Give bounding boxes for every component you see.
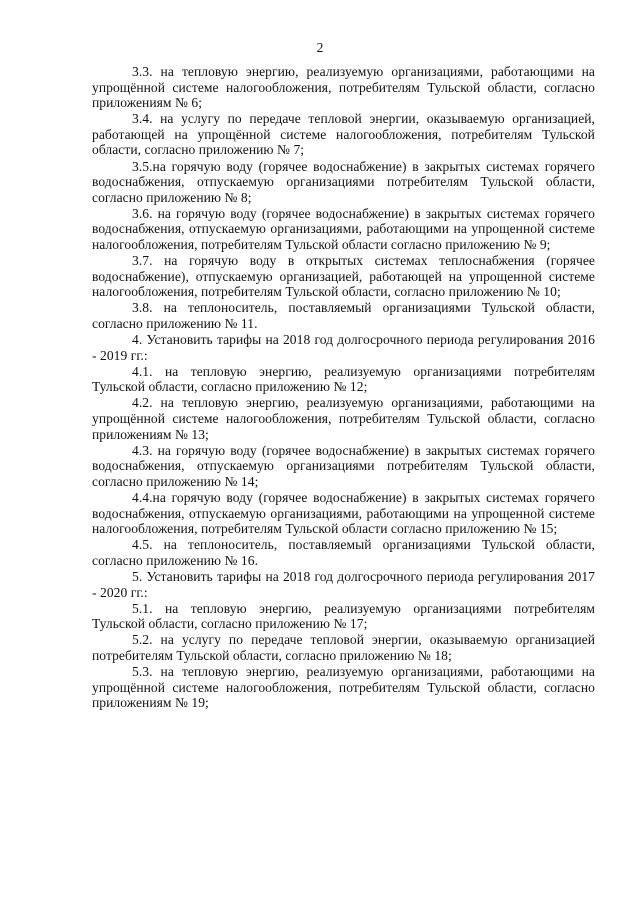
paragraph-4-3: 4.3. на горячую воду (горячее водоснабжение) в закрытых системах горячего водоснабжения, отпускаемую организациями потребителям Тульской области, согласно приложению № 14; — [92, 442, 595, 489]
paragraph-3-5: 3.5.на горячую воду (горячее водоснабжение) в закрытых системах горячего водоснабжения, отпускаемую организациями потребителям Тульской области, согласно приложению № 8; — [92, 158, 595, 205]
paragraph-3-4: 3.4. на услугу по передаче тепловой энергии, оказываемую организацией, работающей на упрощённой системе налогообложения, потребителям Тульской области, согласно приложению № 7; — [92, 111, 595, 158]
paragraph-4-5: 4.5. на теплоноситель, поставляемый организациями Тульской области, согласно приложению № 16. — [92, 537, 595, 568]
paragraph-3-8: 3.8. на теплоноситель, поставляемый организациями Тульской области, согласно приложению № 11. — [92, 300, 595, 331]
paragraph-5: 5. Установить тарифы на 2018 год долгосрочного периода регулирования 2017 - 2020 гг.: — [92, 569, 595, 600]
paragraph-5-2: 5.2. на услугу по передаче тепловой энергии, оказываемую организацией потребителям Тульской области, согласно приложению № 18; — [92, 632, 595, 663]
paragraph-3-3: 3.3. на тепловую энергию, реализуемую организациями, работающими на упрощённой системе налогообложения, потребителям Тульской области, согласно приложениям № 6; — [92, 64, 595, 111]
paragraph-3-6: 3.6. на горячую воду (горячее водоснабжение) в закрытых системах горячего водоснабжения, отпускаемую организациями, работающими на упрощенной системе налогообложения, потребителям Тульской области согласно приложению № 9; — [92, 205, 595, 253]
paragraph-4: 4. Установить тарифы на 2018 год долгосрочного периода регулирования 2016 - 2019 гг.: — [92, 332, 595, 363]
paragraph-5-1: 5.1. на тепловую энергию, реализуемую организациями потребителям Тульской области, согласно приложению № 17; — [92, 600, 595, 632]
paragraph-4-2: 4.2. на тепловую энергию, реализуемую организациями, работающими на упрощённой системе налогообложения, потребителям Тульской области, согласно приложениям № 13; — [92, 395, 595, 442]
paragraph-3-7: 3.7. на горячую воду в открытых системах теплоснабжения (горячее водоснабжение), отпускаемую организацией, работающей на упрощенной системе налогообложения, потребителям Тульской области, согласно приложению № 10; — [92, 253, 595, 300]
document-body — [92, 64, 595, 711]
paragraph-4-4: 4.4.на горячую воду (горячее водоснабжение) в закрытых системах горячего водоснабжения, отпускаемую организациями, работающими на упрощенной системе налогообложения, потребителям Тульской области согласно приложению № 15; — [92, 490, 595, 537]
page-number: 2 — [316, 40, 324, 55]
paragraph-5-3: 5.3. на тепловую энергию, реализуемую организациями, работающими на упрощённой системе налогообложения, потребителям Тульской области, согласно приложениям № 19; — [92, 664, 595, 711]
paragraph-4-1: 4.1. на тепловую энергию, реализуемую организациями потребителям Тульской области, согласно приложению № 12; — [92, 363, 595, 395]
